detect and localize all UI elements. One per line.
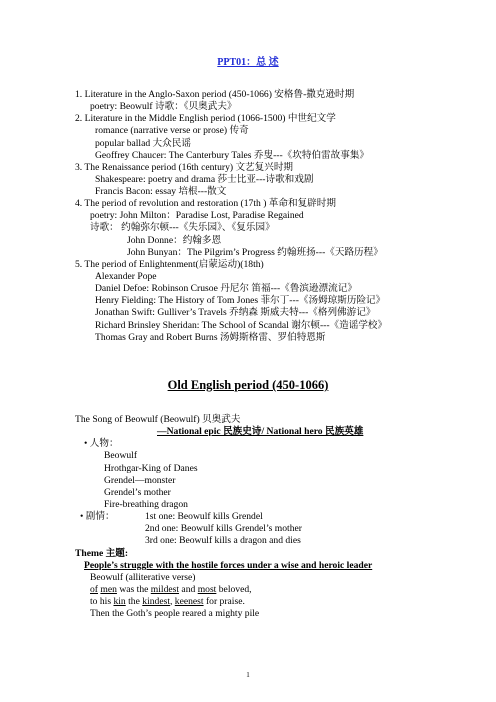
outline-line: romance (narrative verse or prose) 传奇 (95, 125, 249, 136)
outline-line: popular ballad 大众民谣 (95, 138, 191, 149)
epic-line: —National epic 民族史诗/ National hero 民族英雄 (157, 426, 364, 437)
verse-text: and (179, 584, 198, 595)
theme-label: Theme 主题: (75, 548, 129, 559)
outline-line: 2. Literature in the Middle English period (1066-1500) 中世纪文学 (75, 113, 336, 124)
outline-line: John Donne：约翰多恩 (127, 235, 222, 246)
verse-word: of (90, 584, 98, 595)
outline-line: poetry: John Milton：Paradise Lost, Paradise Regained (90, 210, 304, 221)
verse-text: to his (90, 596, 114, 607)
song-title-line: The Song of Beowulf (Beowulf) 贝奥武夫 (75, 414, 241, 425)
verse-text: beloved, (216, 584, 252, 595)
outline-line: poetry: Beowulf 诗歌：《贝奥武夫》 (90, 101, 237, 112)
outline-line: Thomas Gray and Robert Burns 汤姆斯格雷、罗伯特恩斯 (95, 332, 326, 343)
verse-line: Then the Goth’s people reared a mighty pile (90, 608, 260, 619)
outline-line: Henry Fielding: The History of Tom Jones 菲尔丁---《汤姆琼斯历险记》 (95, 295, 386, 306)
character-item: Hrothgar-King of Danes (104, 463, 198, 474)
characters-heading: • 人物： (84, 438, 119, 449)
verse-word: kin (113, 596, 126, 607)
theme-text: People’s struggle with the hostile forces under a wise and heroic leader (84, 560, 373, 571)
outline-line: Richard Brinsley Sheridan: The School of Scandal 谢尔顿---《造谣学校》 (95, 320, 388, 331)
outline-line: Geoffrey Chaucer: The Canterbury Tales 乔叟---《坎特伯雷故事集》 (95, 150, 370, 161)
plot-item: 3rd one: Beowulf kills a dragon and dies (145, 535, 301, 546)
verse-word: men (100, 584, 117, 595)
character-item: Fire-breathing dragon (104, 499, 188, 510)
character-item: Grendel’s mother (104, 487, 171, 498)
outline-line: Shakespeare: poetry and drama 莎士比亚---诗歌和戏剧 (95, 174, 314, 185)
character-item: Beowulf (104, 450, 138, 461)
verse-text: was the (116, 584, 151, 595)
page-title: PPT01：总 述 (217, 57, 279, 68)
verse-line (90, 584, 252, 596)
outline-line: 4. The period of revolution and restoration (17th ) 革命和复辟时期 (75, 198, 336, 209)
character-item: Grendel—monster (104, 475, 176, 486)
verse-word: kindest (142, 596, 170, 607)
outline-line: Francis Bacon: essay 培根---散文 (95, 186, 227, 197)
page-number: 1 (246, 671, 250, 679)
plot-item: 2nd one: Beowulf kills Grendel’s mother (145, 523, 302, 534)
outline-line: Daniel Defoe: Robinson Crusoe 丹尼尔 笛福---《鲁滨逊漂流记》 (95, 283, 357, 294)
outline-line: 3. The Renaissance period (16th century) 文艺复兴时期 (75, 162, 294, 173)
outline-line: John Bunyan：The Pilgrim’s Progress 约翰班扬---《天路历程》 (127, 247, 383, 258)
outline-line: 1. Literature in the Anglo-Saxon period (450-1066) 安格鲁-撒克逊时期 (75, 89, 355, 100)
verse-line (90, 596, 245, 608)
plot-item: 1st one: Beowulf kills Grendel (145, 511, 263, 522)
verse-text: for praise. (203, 596, 245, 607)
verse-text: , (169, 596, 175, 607)
verse-line: Beowulf (alliterative verse) (90, 572, 196, 583)
outline-line: Alexander Pope (95, 271, 157, 282)
verse-text: the (125, 596, 143, 607)
plot-heading: • 剧情： (80, 511, 115, 522)
outline-line: Jonathan Swift: Gulliver’s Travels 乔纳森 斯威夫特---《格列佛游记》 (95, 307, 376, 318)
outline-line: 5. The period of Enlightenment(启蒙运动)(18th) (75, 259, 264, 270)
verse-word: mildest (150, 584, 180, 595)
outline-line: 诗歌： 约翰弥尔顿---《失乐园》、《复乐园》 (90, 222, 275, 233)
verse-word: keenest (174, 596, 204, 607)
section-title: Old English period (450-1066) (167, 378, 329, 392)
verse-word: most (197, 584, 217, 595)
